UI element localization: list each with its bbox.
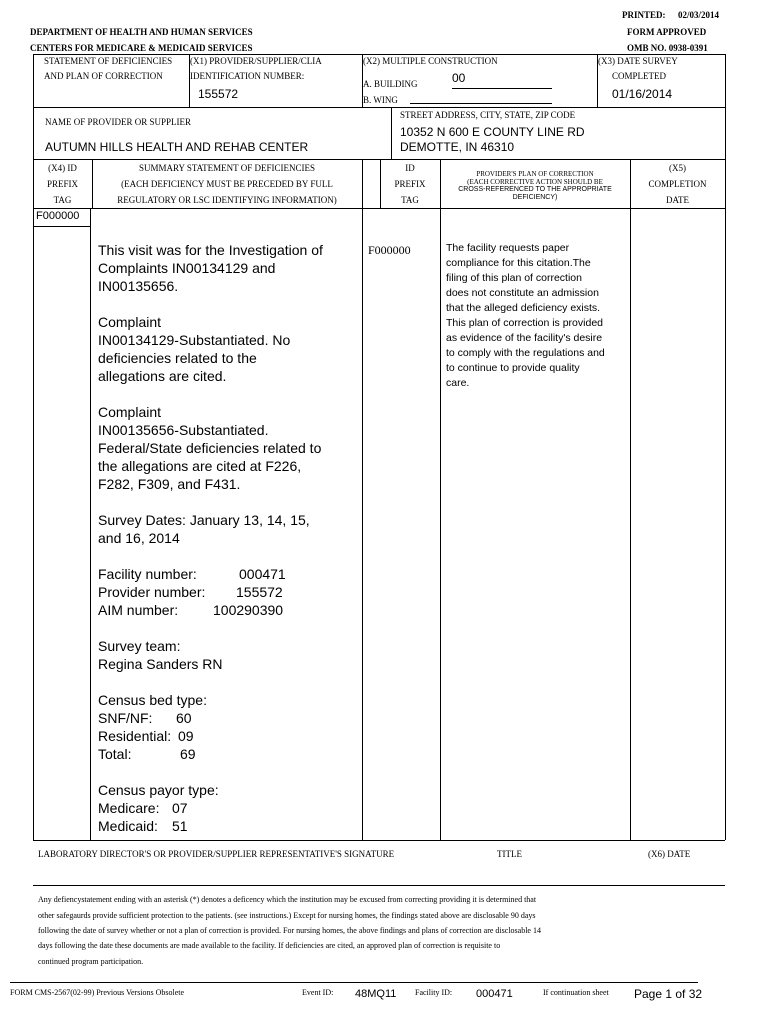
x4-header-3: TAG [53, 195, 72, 205]
dept-title: DEPARTMENT OF HEALTH AND HUMAN SERVICES [30, 27, 253, 37]
signature-date-label: (X6) DATE [648, 849, 691, 859]
disclaimer-line-3: following the date of survey whether or not a plan of correction is provided. For nursing homes, the above findings and plans of correction are disclosable 14 [38, 926, 541, 935]
summary-header-2: (EACH DEFICIENCY MUST BE PRECEDED BY FULL [121, 179, 333, 189]
address-line-2: DEMOTTE, IN 46310 [400, 140, 515, 154]
centers-title: CENTERS FOR MEDICARE & MEDICAID SERVICES [30, 43, 253, 53]
title-label: TITLE [497, 849, 522, 859]
x2-label: (X2) MULTIPLE CONSTRUCTION [363, 56, 498, 66]
x4-header-2: PREFIX [46, 179, 78, 189]
poc-header-4: DEFICIENCY) [512, 194, 558, 201]
printed-date: 02/03/2014 [678, 10, 720, 20]
paragraph-visit: This visit was for the Investigation of Complaints IN00134129 and IN00135656. [98, 242, 323, 294]
x1-label-2: IDENTIFICATION NUMBER: [190, 71, 305, 81]
paragraph-survey-team: Survey team: Regina Sanders RN [98, 638, 223, 672]
printed-label: PRINTED: [622, 10, 666, 20]
disclaimer-line-4: days following the date these documents are made available to the facility. If deficiencies are cited, an approved plan of correction is requisite to [38, 941, 501, 950]
paragraph-survey-dates: Survey Dates: January 13, 14, 15, and 16, 2014 [98, 512, 310, 546]
address-line-1: 10352 N 600 E COUNTY LINE RD [400, 125, 585, 139]
id-header-2: PREFIX [394, 179, 426, 189]
left-prefix-tag: F000000 [36, 210, 80, 222]
x3-label-2: COMPLETED [612, 71, 666, 81]
x5-header-3: DATE [666, 195, 689, 205]
x5-header-1: (X5) [669, 163, 686, 173]
continuation-label: If continuation sheet [543, 988, 609, 997]
provider-name-value: AUTUMN HILLS HEALTH AND REHAB CENTER [45, 140, 309, 154]
statement-label-1: STATEMENT OF DEFICIENCIES [44, 56, 173, 66]
medicaid-value: 51 [172, 818, 188, 834]
x4-header-1: (X4) ID [48, 163, 77, 173]
summary-header-1: SUMMARY STATEMENT OF DEFICIENCIES [138, 163, 316, 173]
building-label: A. BUILDING [363, 79, 418, 89]
medicare-value: 07 [172, 800, 188, 816]
disclaimer-line-1: Any defiencystatement ending with an asterisk (*) denotes a deficency which the institution may be excused from correcting providing it is determined that [38, 895, 537, 904]
poc-header-2: (EACH CORRECTIVE ACTION SHOULD BE [467, 178, 603, 186]
signature-label: LABORATORY DIRECTOR'S OR PROVIDER/SUPPLIER REPRESENTATIVE'S SIGNATURE [38, 849, 395, 859]
form-number: FORM CMS-2567(02-99) Previous Versions Obsolete [10, 988, 185, 997]
total-value: 69 [180, 746, 196, 762]
poc-header-3: CROSS-REFERENCED TO THE APPROPRIATE [458, 186, 612, 193]
facility-id-value: 000471 [476, 988, 513, 1000]
x1-label-1: (X1) PROVIDER/SUPPLIER/CLIA [190, 56, 322, 66]
paragraph-numbers [98, 565, 360, 619]
summary-statement [98, 241, 360, 853]
paragraph-census-bed: Census bed type: SNF/NF: 60 Residential: 09 Total: 69 [98, 692, 207, 762]
provider-number-label: Provider number: [98, 584, 206, 600]
residential-label: Residential: [98, 728, 172, 744]
snf-value: 60 [176, 710, 192, 726]
event-id-label: Event ID: [302, 988, 334, 997]
facility-id-label: Facility ID: [415, 988, 453, 997]
summary-header-3: REGULATORY OR LSC IDENTIFYING INFORMATION) [117, 195, 337, 205]
facility-number-label: Facility number: [98, 566, 197, 582]
wing-label: B. WING [363, 95, 398, 105]
medicare-label: Medicare: [98, 800, 160, 816]
omb-number: OMB NO. 0938-0391 [627, 43, 708, 53]
provider-number-value: 155572 [236, 584, 283, 600]
right-prefix-tag: F000000 [368, 243, 411, 257]
form-approved: FORM APPROVED [627, 27, 707, 37]
plan-of-correction: The facility requests paper compliance for this citation.The filing of this plan of correction does not constitute an admission that the alleged deficiency exists. This plan of correction is provided as evidence of the facility's desire to comply with the regulations and to continue to provide quality care. [446, 242, 605, 389]
paragraph-census-payor: Census payor type: Medicare: 07 Medicaid: 51 [98, 782, 219, 834]
page-number: Page 1 of 32 [634, 987, 703, 1001]
survey-completed-date: 01/16/2014 [612, 87, 673, 101]
building-value: 00 [452, 71, 466, 85]
statement-label-2: AND PLAN OF CORRECTION [44, 71, 163, 81]
paragraph-complaint-1: Complaint IN00134129-Substantiated. No deficiencies related to the allegations are cited. [98, 314, 291, 384]
id-header-1: ID [405, 163, 415, 173]
disclaimer-line-5: continued program participation. [38, 957, 144, 966]
paragraph-complaint-2: Complaint IN00135656-Substantiated. Federal/State deficiencies related to the allegations are cited at F226, F282, F309, and F431. [98, 404, 322, 492]
x3-label-1: (X3) DATE SURVEY [598, 56, 678, 66]
provider-name-label: NAME OF PROVIDER OR SUPPLIER [45, 117, 192, 127]
aim-number-value: 100290390 [213, 602, 284, 618]
residential-value: 09 [178, 728, 194, 744]
poc-header-1: PROVIDER'S PLAN OF CORRECTION [476, 170, 594, 178]
address-label: STREET ADDRESS, CITY, STATE, ZIP CODE [400, 110, 576, 120]
provider-id-value: 155572 [198, 87, 239, 101]
id-header-3: TAG [401, 195, 419, 205]
total-label: Total: [98, 746, 132, 762]
facility-number-value: 000471 [239, 566, 286, 582]
disclaimer-line-2: other safegaurds provide sufficient protection to the patients. (see instructions.) Except for nursing homes, the findings stated above are disclosable 90 days [38, 911, 536, 920]
x5-header-2: COMPLETION [648, 179, 707, 189]
medicaid-label: Medicaid: [98, 818, 158, 834]
aim-number-label: AIM number: [98, 602, 179, 618]
event-id-value: 48MQ11 [355, 988, 397, 1000]
snf-label: SNF/NF: [98, 710, 153, 726]
